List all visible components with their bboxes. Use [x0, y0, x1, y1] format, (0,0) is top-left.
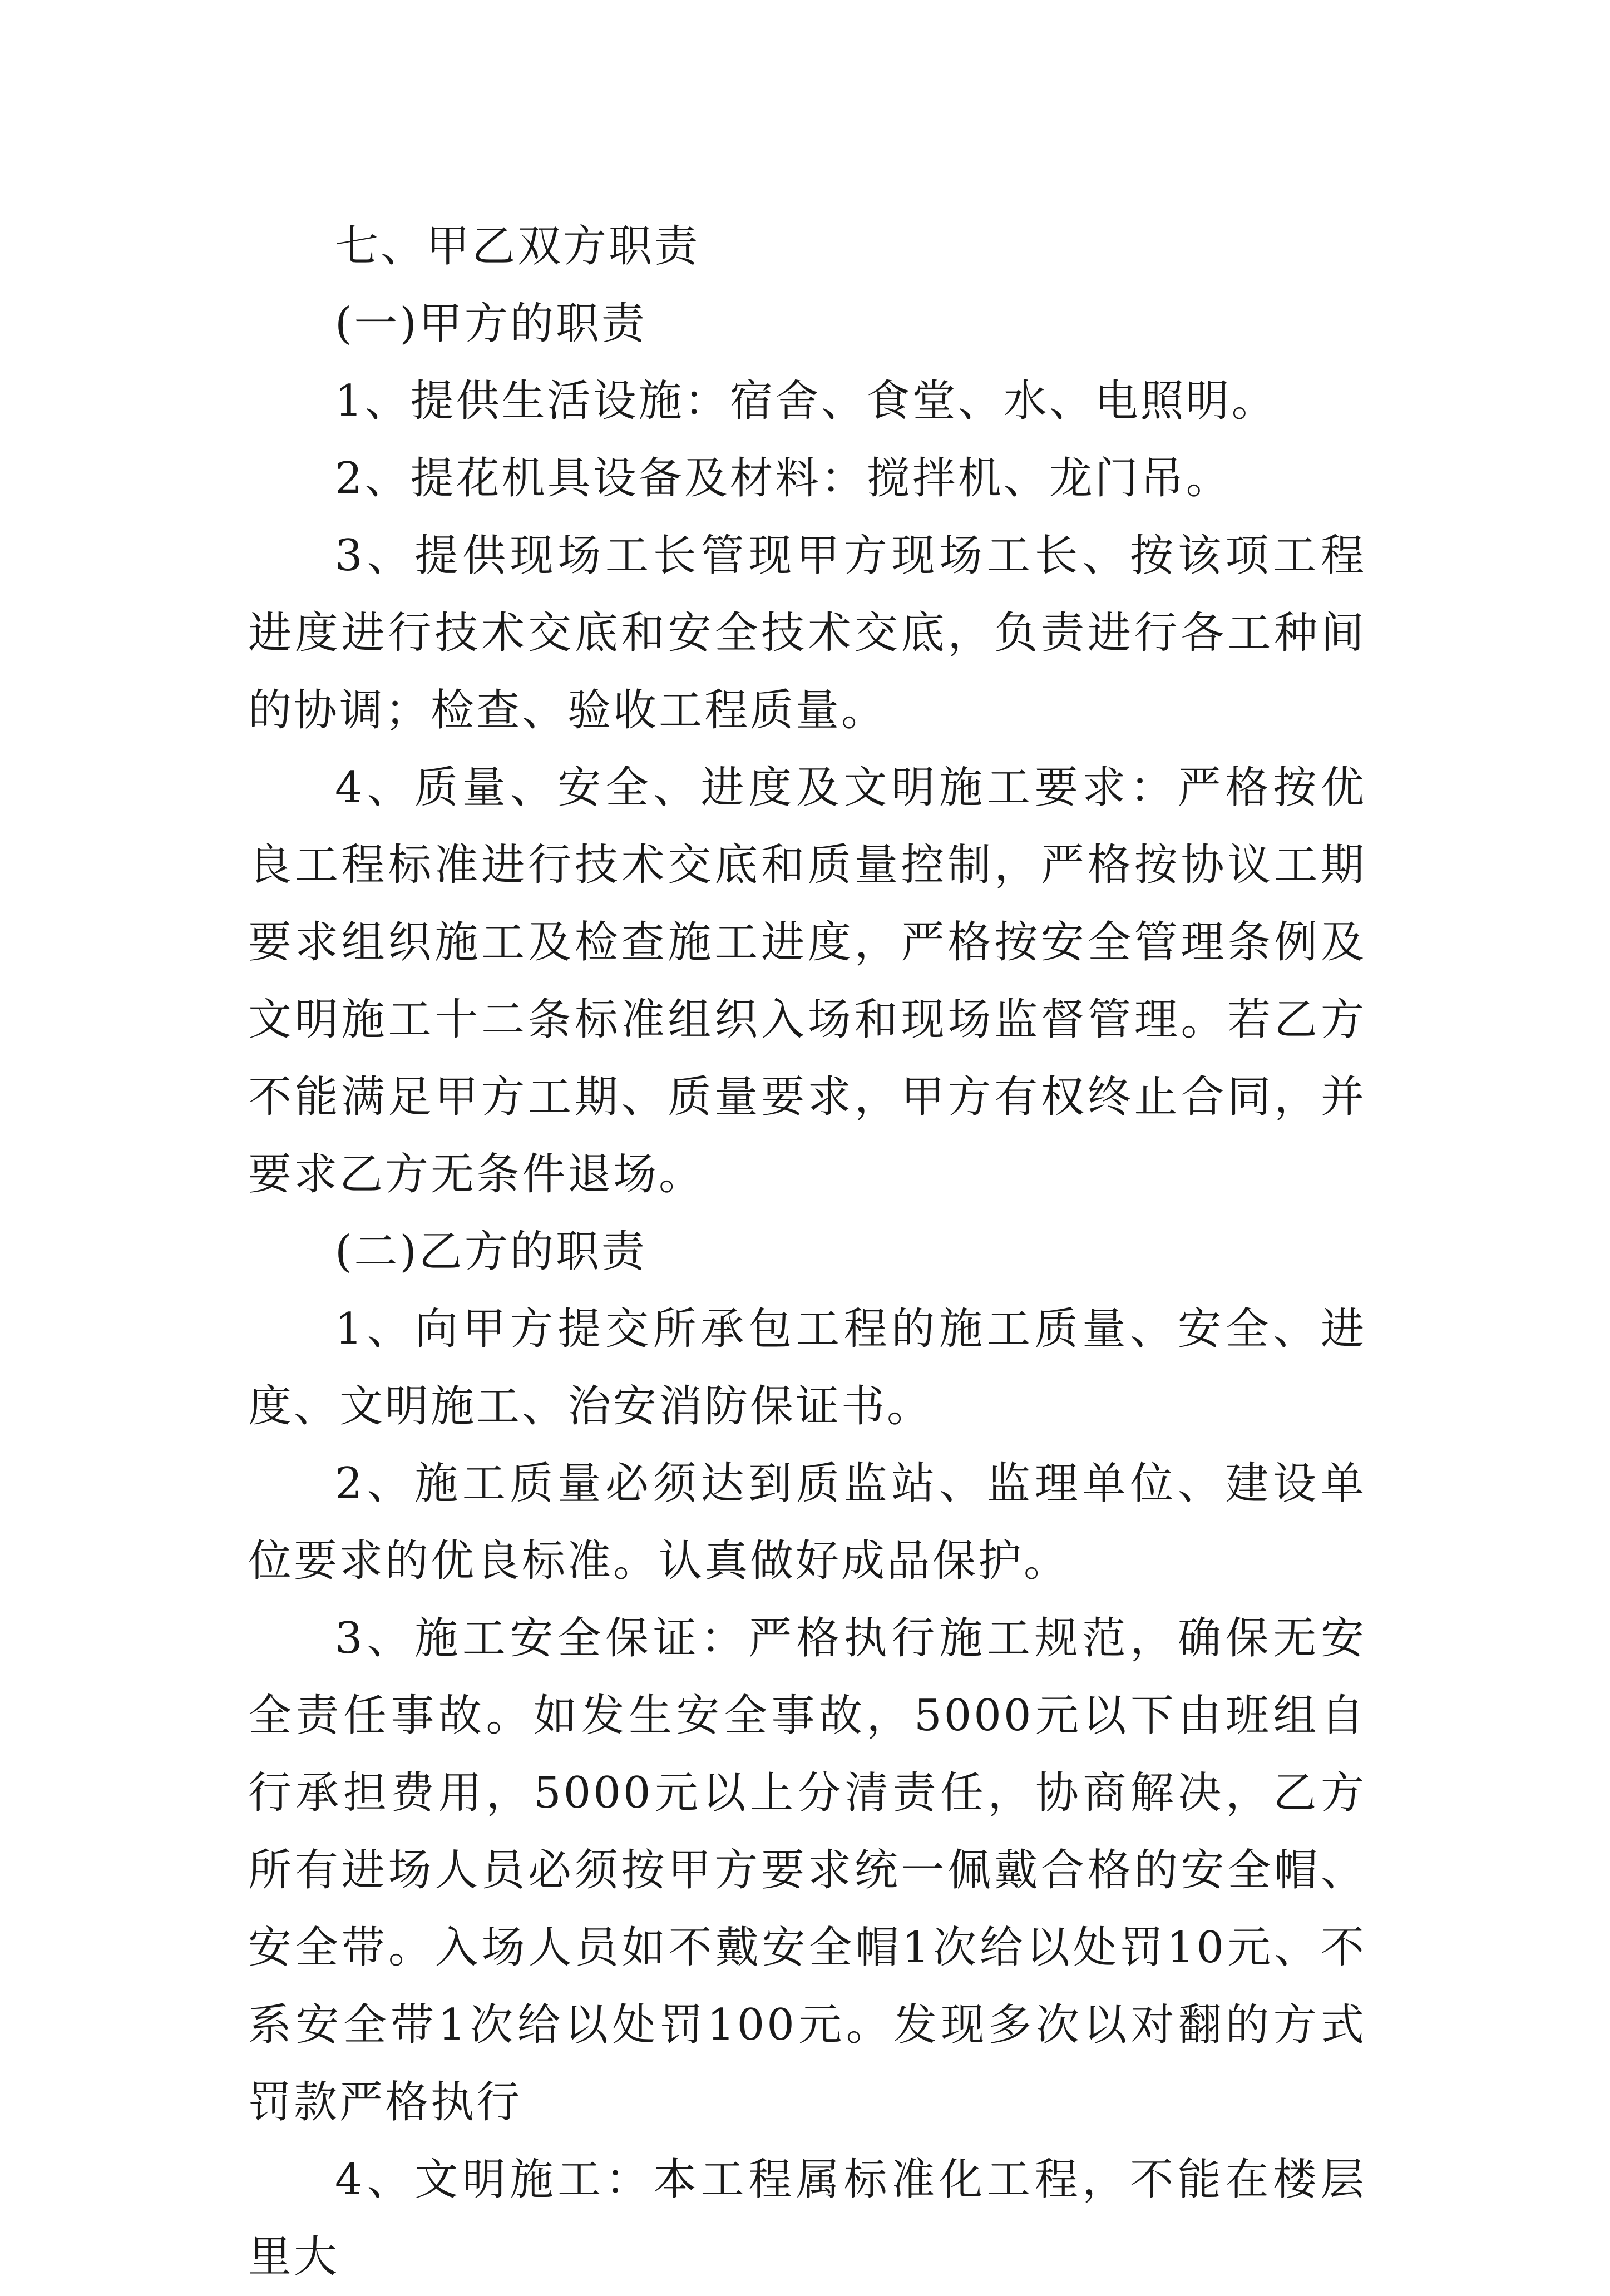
- party-b-item-3: 3、施工安全保证：严格执行施工规范，确保无安全责任事故。如发生安全事故，5000元以下由班组自行承担费用，5000元以上分清责任，协商解决，乙方所有进场人员必须按甲方要求统一佩戴合格的安全帽、安全带。入场人员如不戴安全帽1次给以处罚10元、不系安全带1次给以处罚100元。发现多次以对翻的方式罚款严格执行: [248, 1613, 1366, 2127]
- party-b-item-2: 2、施工质量必须达到质监站、监理单位、建设单位要求的优良标准。认真做好成品保护。: [248, 1459, 1366, 1586]
- subsection-heading-party-a: (一)甲方的职责: [335, 299, 647, 349]
- section-heading: 七、甲乙双方职责: [335, 221, 700, 271]
- party-a-item-2: 2、提花机具设备及材料：搅拌机、龙门吊。: [335, 453, 1232, 503]
- party-a-item-3: 3、提供现场工长管现甲方现场工长、按该项工程进度进行技术交底和安全技术交底，负责进行各工种间的协调；检查、验收工程质量。: [248, 531, 1366, 735]
- subsection-heading-party-b: (二)乙方的职责: [335, 1227, 647, 1277]
- party-a-item-1: 1、提供生活设施：宿舍、食堂、水、电照明。: [335, 376, 1277, 426]
- party-b-item-1: 1、向甲方提交所承包工程的施工质量、安全、进度、文明施工、治安消防保证书。: [248, 1304, 1366, 1431]
- document-body: [248, 208, 1366, 2296]
- party-b-item-4: 4、文明施工：本工程属标准化工程，不能在楼层里大: [248, 2155, 1366, 2282]
- party-a-item-4: 4、质量、安全、进度及文明施工要求：严格按优良工程标准进行技术交底和质量控制，严格按协议工期要求组织施工及检查施工进度，严格按安全管理条例及文明施工十二条标准组织入场和现场监督管理。若乙方不能满足甲方工期、质量要求，甲方有权终止合同，并要求乙方无条件退场。: [248, 763, 1366, 1199]
